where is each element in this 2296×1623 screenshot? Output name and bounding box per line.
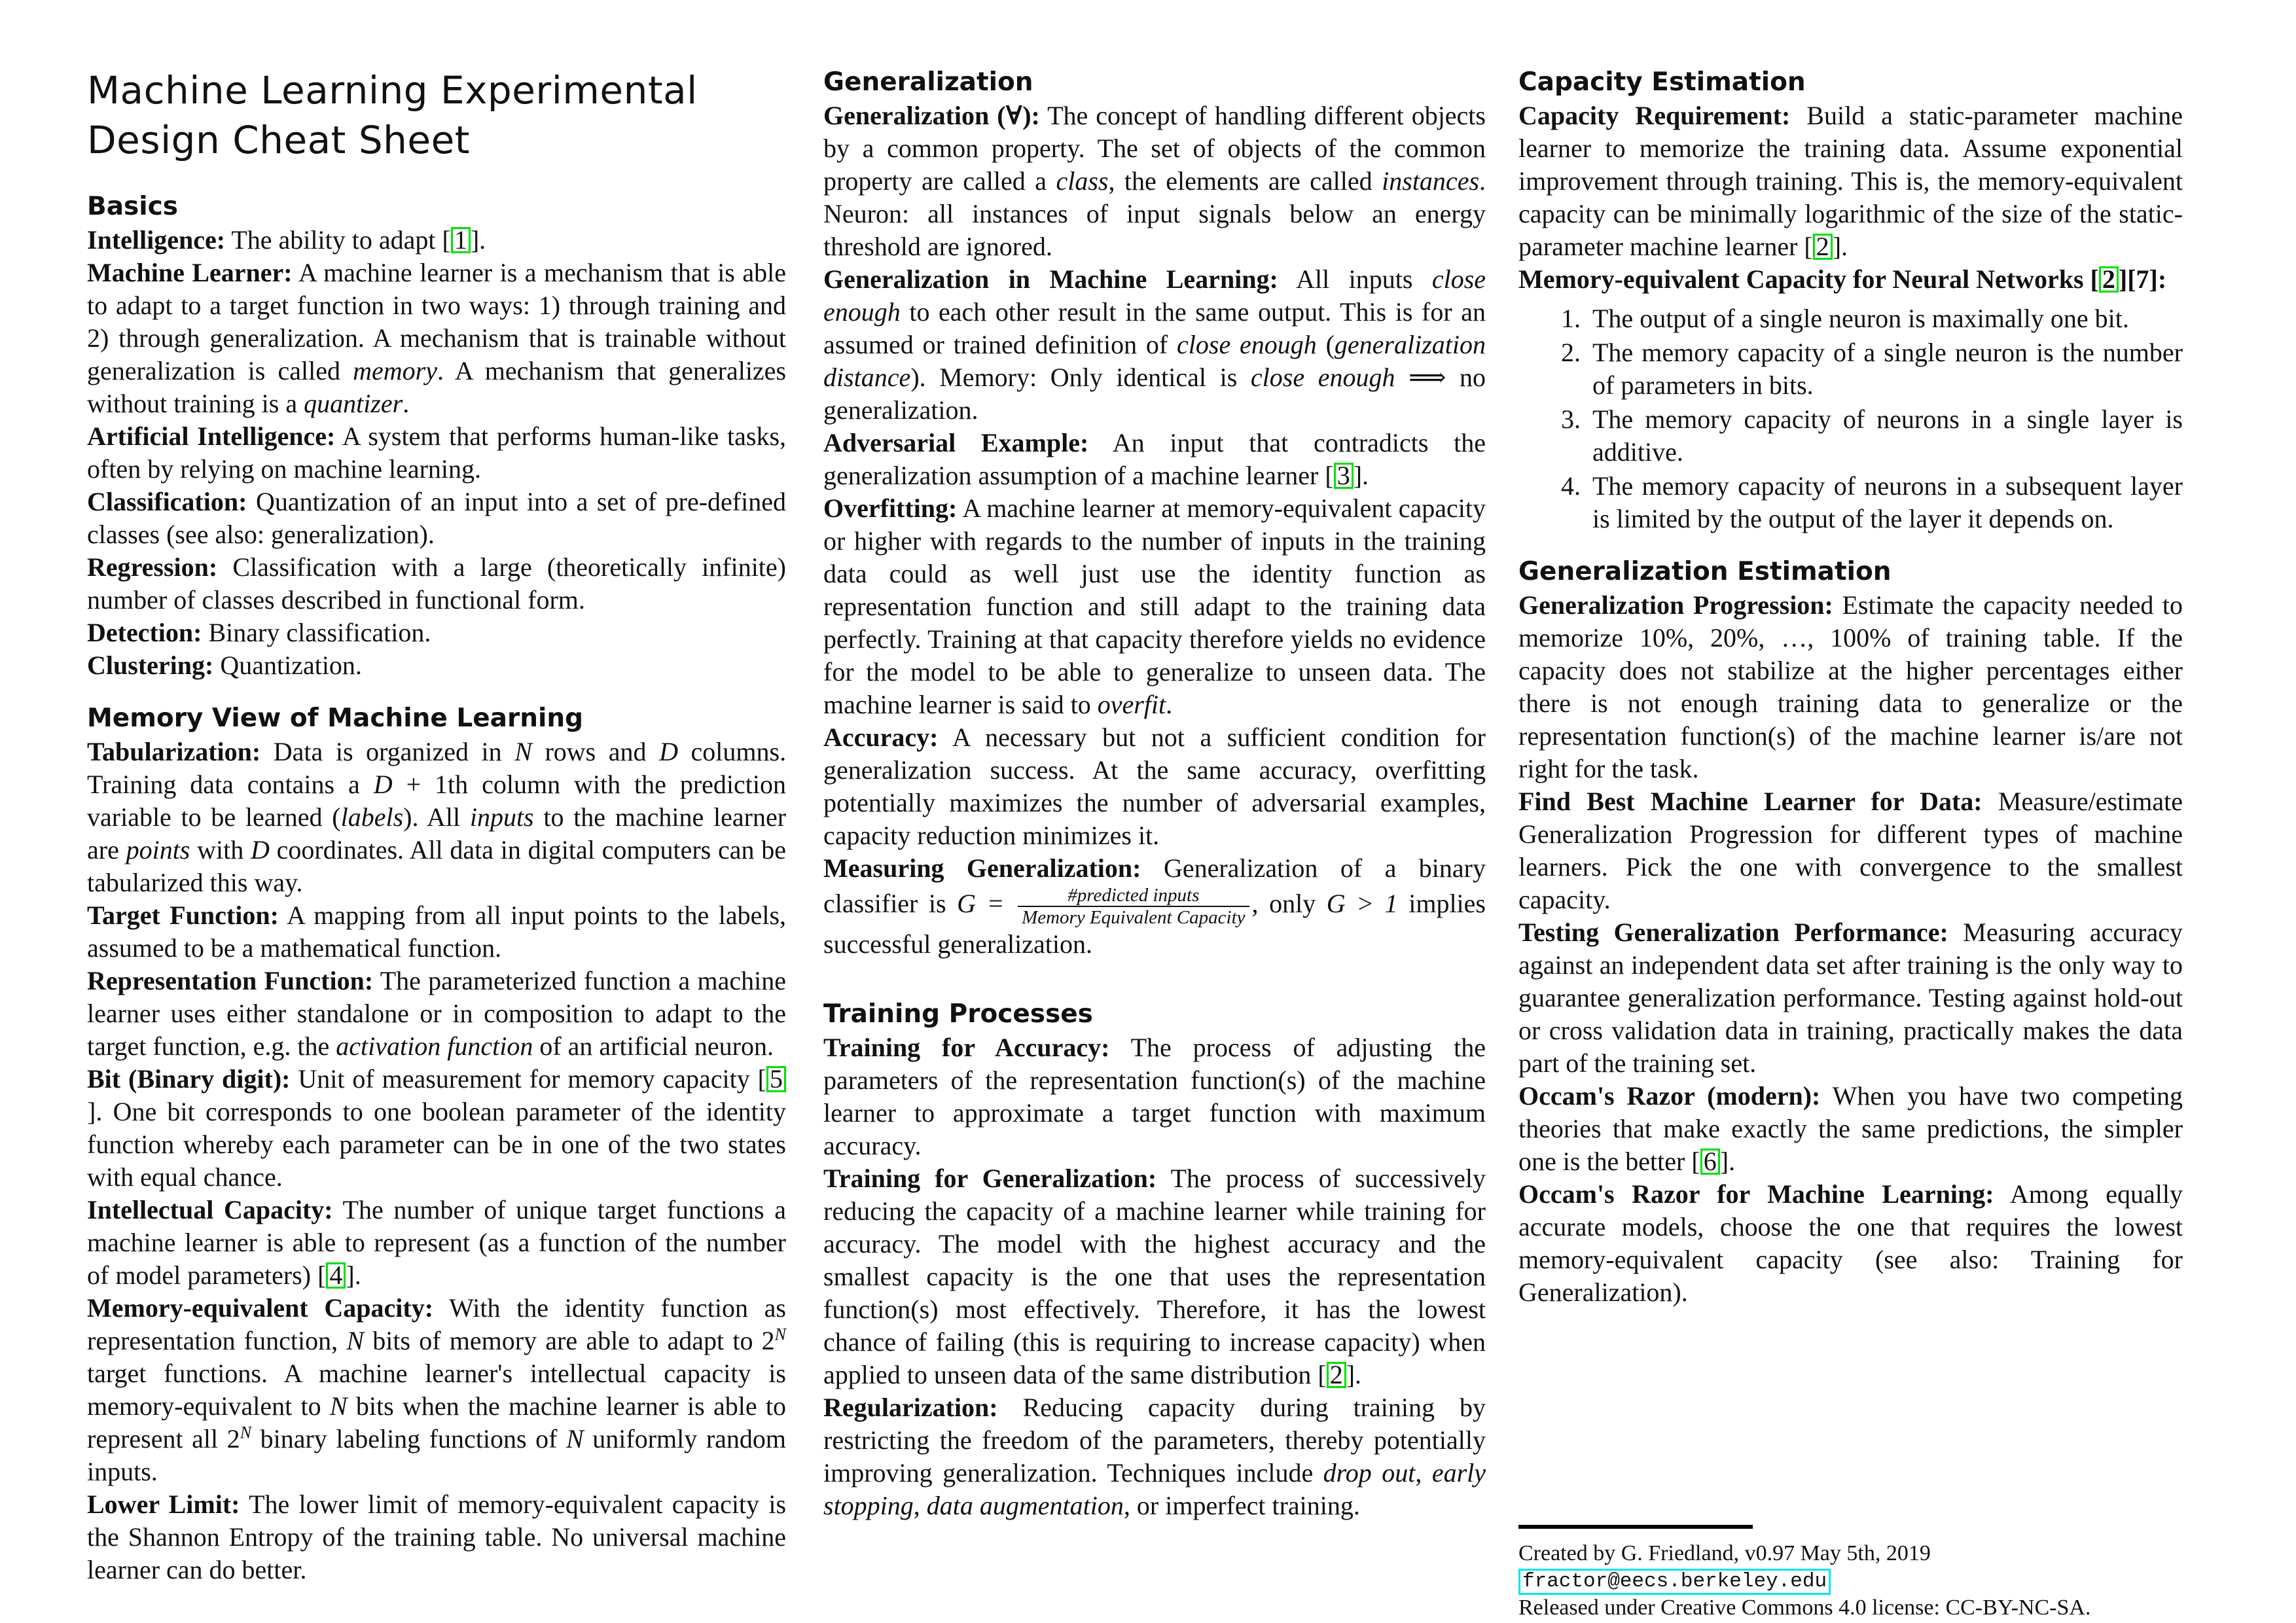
section-basics [87, 190, 786, 682]
entry-find-best-learner [1518, 785, 2183, 916]
email-link[interactable]: fractor@eecs.berkeley.edu [1518, 1569, 1831, 1595]
term: Training for Generalization: [823, 1164, 1157, 1193]
formula-condition: G > 1 [1326, 889, 1398, 919]
term: Lower Limit: [87, 1489, 240, 1519]
definition: Reducing capacity during training by restricting the freedom of the parameters, thereby potentially improving generalization. Techniques include [823, 1393, 1486, 1488]
implies-arrow-icon: ⟹ [1408, 363, 1446, 392]
definition: With the identity function as representation function, [87, 1293, 787, 1355]
list-item: 3. The memory capacity of neurons in a single layer is additive. [1587, 403, 2183, 469]
citation-link[interactable]: 5 [766, 1066, 786, 1092]
definition: with [197, 835, 244, 865]
term: Adversarial Example: [823, 428, 1089, 457]
entry-clustering [87, 649, 786, 682]
definition: . Neuron: all instances of input signals below an energy threshold are ignored. [823, 166, 1486, 261]
emphasis: class [1056, 166, 1109, 196]
entry-measuring-generalization [823, 852, 1486, 961]
entry-adversarial-example: Adversarial Example: An input that contradicts the generalization assumption of a machine learner [ 3 ]. [823, 428, 1486, 490]
entry-training-for-accuracy [823, 1031, 1486, 1162]
column-2 [823, 65, 1486, 1542]
definition: ( [1325, 330, 1335, 359]
definition: , only [1251, 889, 1316, 919]
emphasis: generalization distance [823, 330, 1486, 392]
section-heading: Basics [87, 192, 178, 221]
term: Regression: [87, 552, 218, 582]
term: Machine Learner: [87, 258, 293, 287]
definition: Classification with a large (theoretically infinite) number of classes described in functional form. [87, 552, 786, 615]
definition: to each other result in the same output. This is for an assumed or trained definition of [823, 297, 1486, 359]
citation-link[interactable]: 2 [2099, 266, 2119, 293]
definition: of an artificial neuron. [539, 1031, 774, 1061]
definition: The ability to adapt [231, 225, 436, 255]
definition: , or imperfect training. [1123, 1491, 1360, 1520]
punct: , [1415, 1458, 1422, 1488]
section-heading: Training Processes [823, 999, 1093, 1029]
formula-lhs: G = [957, 889, 1005, 919]
citation-link[interactable]: 2 [1327, 1362, 1346, 1388]
emphasis: drop out [1323, 1458, 1416, 1488]
nn-capacity-list [1518, 302, 2183, 535]
footer-created: Created by G. Friedland, v0.97 May 5th, 2019 [1518, 1541, 1931, 1565]
section-heading: Memory View of Machine Learning [87, 704, 584, 733]
definition: The lower limit of memory-equivalent capacity is the Shannon Entropy of the training table. No universal machine learner can do better. [87, 1489, 787, 1584]
term: Generalization (∀): [823, 101, 1040, 130]
term: Representation Function: [87, 966, 374, 995]
definition: Unit of measurement for memory capacity [298, 1064, 750, 1094]
definition: Binary classification. [208, 618, 431, 647]
term: Overfitting: [823, 493, 958, 523]
math-var: N [329, 1391, 348, 1421]
entry-intelligence: Intelligence: The ability to adapt [ 1 ]. [87, 225, 486, 255]
emphasis: close enough [1250, 363, 1395, 392]
column-3 [1518, 65, 2183, 1329]
entry-generalization-ml [823, 263, 1486, 427]
definition: no generalization. [823, 363, 1486, 425]
emphasis: early stopping [823, 1458, 1486, 1520]
definition: . A mechanism that generalizes without training is a [87, 356, 787, 418]
term: Target Function: [87, 901, 279, 930]
page-title: Machine Learning Experimental Design Cheat Sheet [87, 68, 698, 162]
definition: + 1th column with the prediction variable to be learned ( [87, 770, 787, 832]
citation-link[interactable]: 3 [1334, 463, 1354, 489]
entry-bit: Bit (Binary digit): Unit of measurement for memory capacity [ 5]. One bit corresponds to one boolean parameter of the identity function whereby each parameter can be in one of the two states with equal chance. [87, 1064, 786, 1192]
term: Bit (Binary digit): [87, 1064, 291, 1094]
column-1 [87, 65, 786, 1606]
definition: The process of successively reducing the capacity of a machine learner while training for accuracy. The model with the highest accuracy and the smallest capacity is the one that uses the representation function(s) most effectively. Therefore, it has the lowest chance of failing (this is requiring to increase capacity) when applied to unseen data of the same distribution [823, 1164, 1486, 1389]
emphasis: close enough [1177, 330, 1317, 359]
term: Tabularization: [87, 737, 261, 766]
term: Generalization Progression: [1518, 590, 1833, 620]
math-var: D [251, 835, 270, 865]
definition: ). Memory: Only identical is [910, 363, 1238, 392]
definition: rows and [545, 737, 647, 766]
footer-rule [1518, 1525, 1753, 1529]
definition: bits when the machine learner is able to represent all 2 [87, 1391, 787, 1454]
definition: All inputs [1296, 264, 1413, 294]
term: Memory-equivalent Capacity for Neural Networks [1518, 264, 2084, 294]
section-capacity-estimation [1518, 65, 2183, 535]
definition: Data is organized in [273, 737, 502, 766]
emphasis: inputs [469, 802, 534, 832]
entry-capacity-requirement: Capacity Requirement: Build a static-parameter machine learner to memorize the training data. Assume exponential improvement through training. This is, the memory-equivalent capacity can be minimally logarithmic of the size of the static-parameter machine learner [ 2 ]. [1518, 101, 2183, 261]
emphasis: data augmentation [926, 1491, 1124, 1520]
entry-testing-generalization [1518, 916, 2183, 1080]
punct: . [1166, 690, 1173, 719]
term: Regularization: [823, 1393, 998, 1422]
entry-mec-neural-networks [1518, 263, 2183, 296]
definition: columns. Training data contains a [87, 737, 787, 799]
term: Occam's Razor (modern): [1518, 1081, 1821, 1111]
definition: When you have two competing theories that make exactly the same predictions, the simpler one is the better [1518, 1081, 2183, 1176]
definition: A machine learner at memory-equivalent capacity or higher with regards to the number of inputs in the training data could as well just use the identity function as representation function and still adapt to the training data perfectly. Training at that capacity therefore yields no evidence for the model to be able to generalize to unseen data. The machine learner is said to [823, 493, 1486, 719]
emphasis: instances [1382, 166, 1480, 196]
citation-link[interactable]: 4 [326, 1262, 346, 1289]
list-item: 2. The memory capacity of a single neuron is the number of parameters in bits. [1587, 336, 2183, 402]
definition: binary labeling functions of [260, 1424, 558, 1454]
math-var: N [346, 1326, 364, 1355]
formula-fraction [1018, 885, 1249, 928]
term: Accuracy: [823, 722, 939, 752]
punct: . [1841, 232, 1848, 261]
definition: Quantization of an input into a set of pre-defined classes (see also: generalization). [87, 487, 786, 549]
definition: Build a static-parameter machine learner to memorize the training data. Assume exponential improvement through training. This is, the memory-equivalent capacity can be minimally logarithmic of the size of the static-parameter machine learner [1518, 101, 2183, 261]
definition: implies successful generalization. [823, 889, 1486, 959]
entry-tabularization [87, 736, 786, 899]
definition: . One bit corresponds to one boolean parameter of the identity function whereby each parameter can be in one of the two states with equal chance. [87, 1097, 786, 1192]
punct: . [403, 389, 410, 418]
term: Occam's Razor for Machine Learning: [1518, 1179, 1994, 1209]
definition: bits of memory are able to adapt to 2 [372, 1326, 775, 1355]
entry-generalization-progression [1518, 589, 2183, 785]
emphasis: close enough [823, 264, 1486, 327]
definition: A system that performs human-like tasks, often by relying on machine learning. [87, 421, 787, 484]
entry-target-function [87, 899, 786, 965]
definition: A necessary but not a sufficient condition for generalization success. At the same accuracy, overfitting potentially maximizes the number of adversarial examples, capacity reduction minimizes it. [823, 722, 1486, 850]
math-var: D [659, 737, 678, 766]
entry-detection [87, 616, 786, 649]
definition: Measuring accuracy against an independent data set after training is the only way to guarantee generalization performance. Testing against hold-out or cross validation data in training, practically makes the data part of the training set. [1518, 918, 2183, 1078]
section-heading: Generalization [823, 67, 1033, 97]
citation-link[interactable]: 1 [451, 227, 471, 253]
emphasis: memory [353, 356, 437, 385]
term: Memory-equivalent Capacity: [87, 1293, 434, 1323]
math-var: D [373, 770, 393, 799]
definition: Estimate the capacity needed to memorize 10%, 20%, …, 100% of training table. If the capacity does not stabilize at the higher percentages either there is not enough training data to generalize or the representation function(s) of the machine learner is/are not right for the task. [1518, 590, 2183, 783]
emphasis: activation function [336, 1031, 533, 1061]
entry-occam-ml [1518, 1178, 2183, 1309]
emphasis: labels [340, 802, 404, 832]
list-item: 4. The memory capacity of neurons in a subsequent layer is limited by the output of the layer it depends on. [1587, 470, 2183, 535]
definition: Measure/estimate Generalization Progression for different types of machine learners. Pick the one with convergence to the smallest capacity. [1518, 787, 2183, 914]
entry-occam-modern: Occam's Razor (modern): When you have two competing theories that make exactly the same predictions, the simpler one is the better [ 6 ]. [1518, 1081, 2183, 1176]
definition: target functions. A machine learner's intellectual capacity is memory-equivalent to [87, 1359, 786, 1421]
math-var: N [566, 1424, 584, 1454]
punct: . [1355, 1360, 1362, 1389]
citation-text: [7] [2127, 264, 2158, 294]
entry-lower-limit [87, 1488, 786, 1586]
term: Detection: [87, 618, 202, 647]
term: Classification: [87, 487, 247, 516]
term: Measuring Generalization: [823, 853, 1141, 883]
citation-link[interactable]: 2 [1813, 234, 1833, 260]
term: Find Best Machine Learner for Data: [1518, 787, 1982, 816]
section-memory-view [87, 702, 786, 1586]
punct: , [913, 1491, 920, 1520]
fraction-numerator: #predicted inputs [1018, 885, 1249, 907]
footer [1518, 1525, 2183, 1621]
entry-generalization-forall [823, 99, 1486, 263]
entry-training-for-generalization: Training for Generalization: The process of successively reducing the capacity of a machine learner while training for accuracy. The model with the highest accuracy and the smallest capacity is the one that uses the representation function(s) most effectively. Therefore, it has the lowest chance of failing (this is requiring to increase capacity) when applied to unseen data of the same distribution [ 2 ]. [823, 1164, 1486, 1389]
punct: . [1362, 461, 1369, 490]
entry-regularization [823, 1391, 1486, 1522]
term: Testing Generalization Performance: [1518, 918, 1948, 947]
definition: Generalization of a binary classifier is [823, 853, 1486, 919]
list-item: 1. The output of a single neuron is maximally one bit. [1587, 302, 2183, 335]
citation-group: [ 2 ][7]: [2090, 264, 2167, 294]
term: Training for Accuracy: [823, 1033, 1110, 1062]
term: Intelligence: [87, 225, 226, 255]
section-training-processes [823, 997, 1486, 1522]
footer-license: Released under Creative Commons 4.0 license: CC-BY-NC-SA. [1518, 1596, 2091, 1620]
entry-classification [87, 486, 786, 551]
section-heading: Generalization Estimation [1518, 557, 1892, 586]
entry-intellectual-capacity: Intellectual Capacity: The number of unique target functions a machine learner is able to represent (as a function of the number of model parameters) [ 4 ]. [87, 1195, 786, 1290]
emphasis: quantizer [304, 389, 403, 418]
math-superscript: N [240, 1423, 252, 1442]
citation-link[interactable]: 6 [1700, 1149, 1720, 1175]
definition: , the elements are called [1108, 166, 1372, 196]
spacer [823, 980, 1486, 997]
term: Generalization in Machine Learning: [823, 264, 1278, 294]
definition: An input that contradicts the generalization assumption of a machine learner [823, 428, 1486, 490]
section-heading: Capacity Estimation [1518, 67, 1806, 97]
definition: uniformly random inputs. [87, 1424, 787, 1486]
term: Artificial Intelligence: [87, 421, 336, 451]
math-superscript: N [774, 1325, 787, 1344]
punct: . [1729, 1147, 1736, 1176]
emphasis: points [126, 835, 190, 865]
definition: Quantization. [220, 651, 362, 680]
entry-regression [87, 551, 786, 616]
entry-overfitting [823, 492, 1486, 721]
term: Intellectual Capacity: [87, 1195, 333, 1224]
term: Clustering: [87, 651, 214, 680]
definition: Among equally accurate models, choose the one that requires the lowest memory-equivalent capacity (see also: Training for Generalization). [1518, 1179, 2183, 1307]
definition: The concept of handling different objects by a common property. The set of objects of the common property are called a [823, 101, 1486, 196]
punct: . [354, 1260, 361, 1290]
section-generalization-estimation [1518, 555, 2183, 1309]
entry-artificial-intelligence [87, 420, 786, 486]
term: Capacity Requirement: [1518, 101, 1791, 130]
definition: The number of unique target functions a machine learner is able to represent (as a function of the number of model parameters) [87, 1195, 786, 1290]
definition: The process of adjusting the parameters of the representation function(s) of the machine learner to approximate a target function with maximum accuracy. [823, 1033, 1486, 1160]
section-generalization [823, 65, 1486, 961]
definition: to the machine learner are [87, 802, 787, 865]
punct: : [2157, 264, 2167, 294]
math-var: N [514, 737, 532, 766]
definition: A machine learner is a mechanism that is able to adapt to a target function in two ways: 1) through training and 2) through generalization. A mechanism that is trainable without generalization is called [87, 258, 786, 385]
definition: ). All [403, 802, 461, 832]
definition: coordinates. All data in digital computers can be tabularized this way. [87, 835, 786, 897]
entry-representation-function [87, 965, 786, 1063]
definition: A mapping from all input points to the labels, assumed to be a mathematical function. [87, 901, 787, 963]
definition: The parameterized function a machine learner uses either standalone or in composition to adapt to the target function, e.g. the [87, 966, 787, 1061]
punct: . [479, 225, 486, 255]
entry-machine-learner [87, 257, 786, 420]
fraction-denominator: Memory Equivalent Capacity [1022, 907, 1246, 928]
entry-accuracy [823, 721, 1486, 852]
entry-memory-equivalent-capacity [87, 1292, 786, 1488]
emphasis: overfit [1097, 690, 1166, 719]
